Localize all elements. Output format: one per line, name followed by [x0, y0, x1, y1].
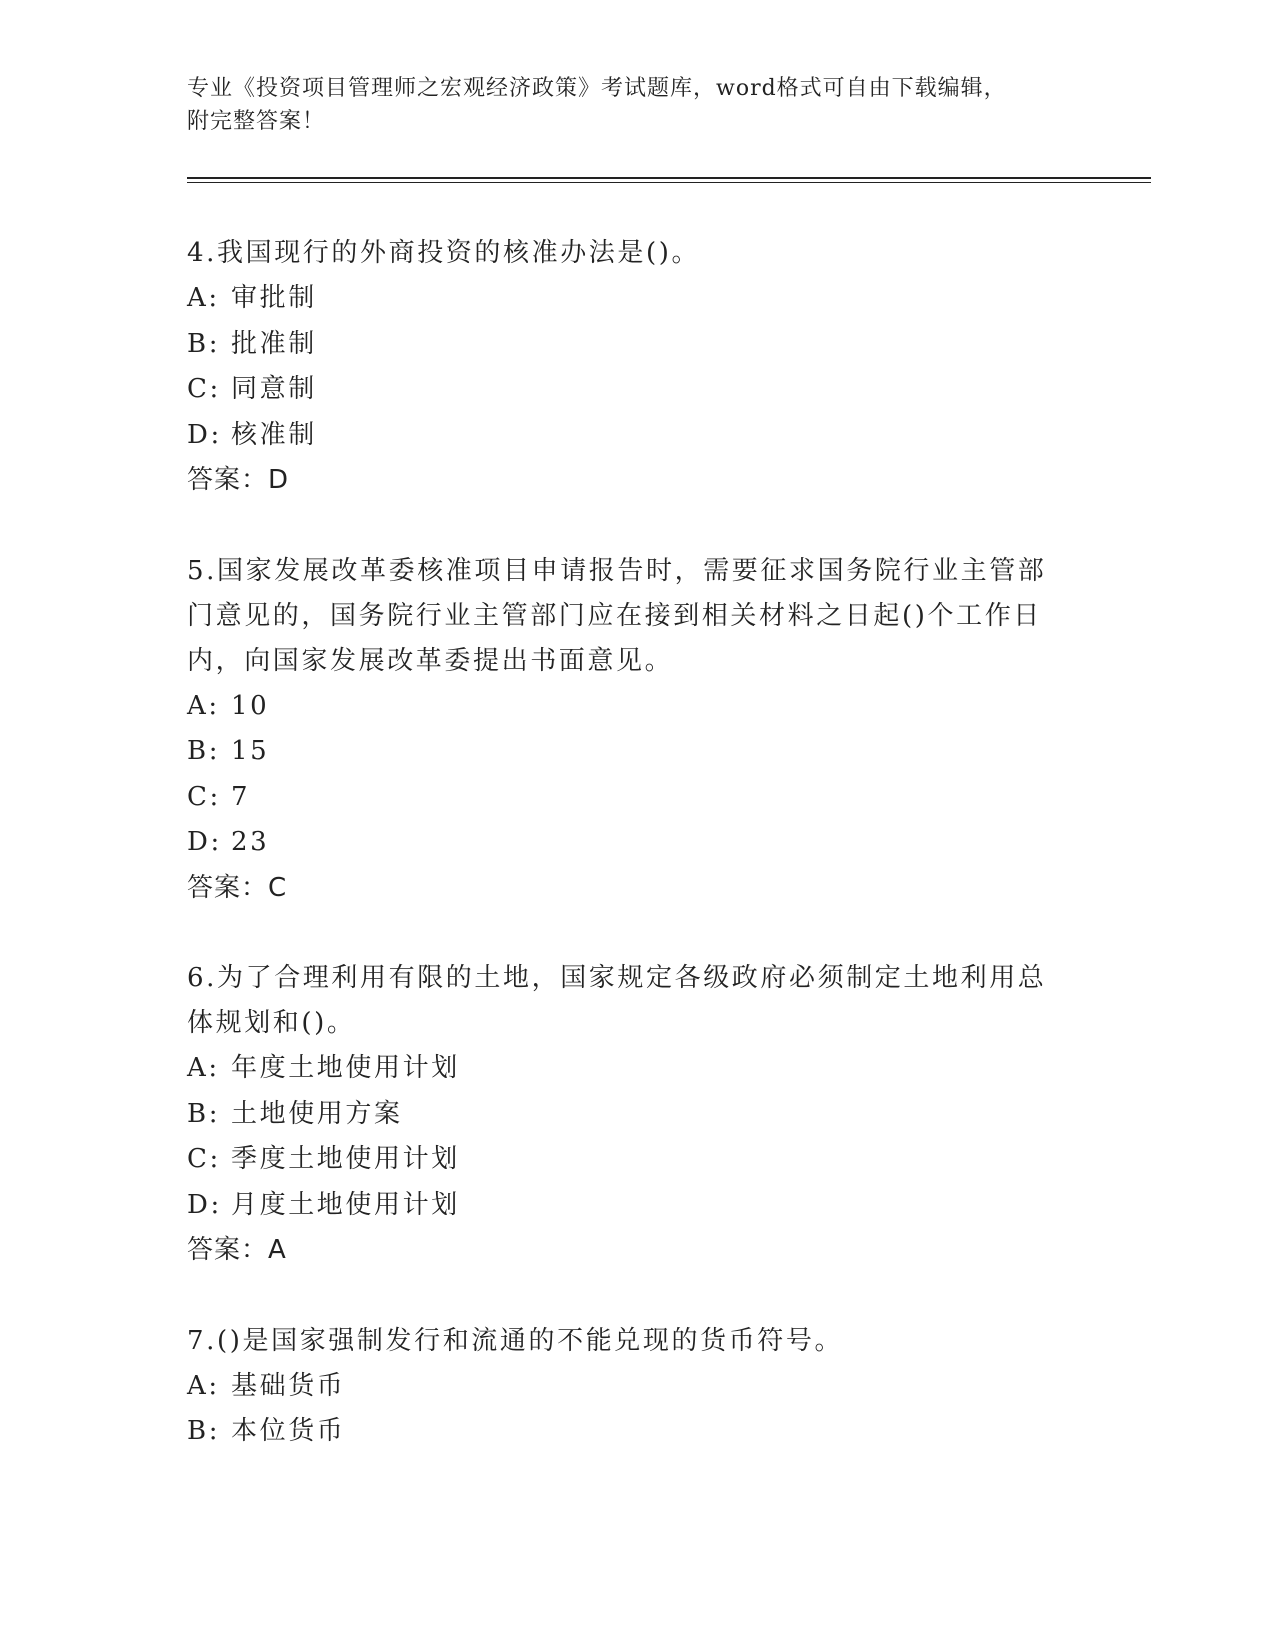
answer-option [187, 1409, 1067, 1455]
answer-option [187, 322, 1067, 368]
question-block [187, 549, 1067, 912]
question-block [187, 956, 1067, 1274]
question-list [187, 231, 1067, 1500]
option-key: C: [187, 374, 221, 404]
option-text: 年度土地使用计划 [231, 1053, 460, 1083]
option-key: A: [187, 1053, 220, 1083]
option-key: B: [187, 736, 221, 766]
option-text: 核准制 [231, 419, 317, 450]
answer-option [187, 1364, 1067, 1410]
question-block [187, 231, 1067, 504]
question-text: 6.为了合理利用有限的土地，国家规定各级政府必须制定土地利用总体规划和()。 [187, 963, 1047, 1038]
option-text: 基础货币 [231, 1370, 346, 1401]
option-key: A: [187, 283, 220, 313]
answer-option [187, 684, 1067, 730]
answer-option [187, 1137, 1067, 1183]
header-line-2: 附完整答案！ [187, 109, 326, 134]
answer-option [187, 367, 1067, 413]
answer-key: 答案：C [187, 872, 288, 903]
option-key: D: [187, 827, 222, 857]
answer-key: 答案：D [187, 465, 290, 495]
answer-option [187, 1183, 1067, 1229]
answer-option [187, 820, 1067, 866]
answer-key: 答案：A [187, 1235, 287, 1265]
option-key: B: [187, 1416, 221, 1446]
option-text: 同意制 [231, 374, 317, 404]
option-key: A: [187, 690, 220, 721]
answer-option [187, 1046, 1067, 1092]
question-text: 4.我国现行的外商投资的核准办法是()。 [187, 238, 701, 268]
header-divider [187, 177, 1151, 179]
option-text: 本位货币 [231, 1416, 346, 1446]
option-key: C: [187, 781, 221, 812]
question-text: 7.()是国家强制发行和流通的不能兑现的货币符号。 [187, 1325, 844, 1356]
option-key: D: [187, 1189, 222, 1220]
document-header [187, 72, 1087, 138]
option-text: 月度土地使用计划 [231, 1189, 460, 1220]
option-text: 土地使用方案 [231, 1098, 403, 1129]
question-block [187, 1319, 1067, 1455]
option-text: 7 [231, 781, 251, 812]
option-key: B: [187, 1098, 221, 1129]
option-key: D: [187, 419, 222, 450]
option-key: B: [187, 328, 221, 359]
option-text: 季度土地使用计划 [231, 1144, 460, 1174]
answer-option [187, 276, 1067, 322]
answer-option [187, 1092, 1067, 1138]
header-line-1: 专业《投资项目管理师之宏观经济政策》考试题库，word格式可自由下载编辑， [187, 76, 1007, 101]
option-text: 23 [231, 827, 270, 857]
option-text: 批准制 [231, 328, 317, 359]
question-text: 5.国家发展改革委核准项目申请报告时，需要征求国务院行业主管部门意见的，国务院行业主管部门应在接到相关材料之日起()个工作日内，向国家发展改革委提出书面意见。 [187, 555, 1047, 676]
option-text: 审批制 [231, 283, 317, 313]
option-key: A: [187, 1370, 220, 1401]
header-divider-thin [187, 182, 1151, 183]
answer-option [187, 413, 1067, 459]
option-key: C: [187, 1144, 221, 1174]
option-text: 15 [231, 736, 270, 766]
option-text: 10 [231, 690, 270, 721]
answer-option [187, 775, 1067, 821]
answer-option [187, 729, 1067, 775]
